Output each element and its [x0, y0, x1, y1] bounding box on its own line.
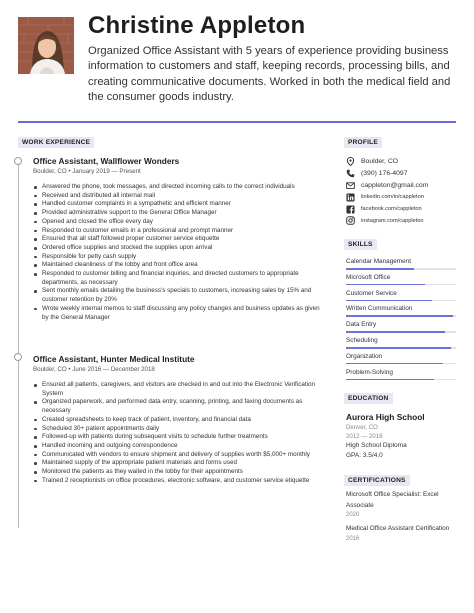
skill-level-track [346, 363, 456, 365]
school-location: Denver, CO [346, 424, 378, 431]
contact-text[interactable]: facebook.com/cappleton [361, 206, 422, 213]
job-bullet: Answered the phone, took messages, and directed incoming calls to the correct individuals [33, 183, 323, 192]
job-bullet: Monitored the patients as they waited in the lobby for their appointments [33, 468, 323, 477]
job-title: Office Assistant, Wallflower Wonders [33, 156, 180, 166]
job-bullet: Sent monthly emails detailing the business's specials to customers, increasing sales by 15% and customer retention by 20% [33, 287, 323, 304]
skill-item [346, 289, 456, 305]
skill-name: Microsoft Office [346, 273, 391, 281]
phone-icon [346, 169, 355, 178]
skill-name: Organization [346, 352, 383, 360]
skill-level-bar [346, 379, 434, 381]
skill-item [346, 352, 456, 368]
certification-name: Medical Office Assistant Certification [346, 525, 450, 532]
skill-level-track [346, 379, 456, 381]
gpa: GPA: 3.5/4.0 [346, 452, 383, 459]
job-bullet: Scheduled 30+ patient appointments daily [33, 425, 323, 434]
header-divider [18, 121, 456, 123]
timeline-dot [14, 353, 22, 361]
education-heading: EDUCATION [344, 393, 393, 404]
certification-year: 2016 [346, 535, 360, 542]
skill-level-track [346, 347, 456, 349]
instagram-icon [346, 216, 355, 225]
job-bullet: Opened and closed the office every day [33, 218, 323, 227]
skill-level-track [346, 300, 456, 302]
skill-level-track [346, 284, 456, 286]
contact-facebook [346, 203, 466, 215]
job-bullet: Handled incoming and outgoing correspondence [33, 442, 323, 451]
skill-item [346, 273, 456, 289]
skill-name: Problem-Solving [346, 368, 393, 376]
job-bullet: Wrote weekly internal memos to staff discussing any policy changes and business updates as given by the General Manager [33, 305, 323, 322]
job-bullet: Maintained supply of the appropriate patient materials and forms used [33, 459, 323, 468]
school-name: Aurora High School [346, 412, 425, 422]
job-title: Office Assistant, Hunter Medical Institute [33, 354, 195, 364]
job-entry-wallflower-wonders [33, 156, 323, 322]
contact-instagram [346, 215, 466, 227]
skill-name: Written Communication [346, 305, 413, 313]
skills-heading: SKILLS [344, 239, 377, 250]
job-bullet: Organized paperwork, and performed data entry, scanning, printing, and faxing documents as necessary [33, 398, 323, 415]
contact-list [346, 156, 466, 227]
timeline-line [18, 160, 19, 528]
job-bullet: Provided administrative support to the General Office Manager [33, 209, 323, 218]
skill-level-bar [346, 315, 453, 317]
contact-email [346, 180, 466, 192]
contact-text[interactable]: cappleton@gmail.com [361, 181, 429, 189]
skill-name: Scheduling [346, 336, 378, 344]
skill-level-bar [346, 331, 445, 333]
skill-name: Data Entry [346, 321, 377, 329]
contact-location [346, 156, 466, 168]
certification-year: 2020 [346, 512, 360, 518]
job-bullet: Ensured all patients, caregivers, and visitors are checked in and out into the Electronic Verification System [33, 381, 323, 398]
contact-text: Boulder, CO [361, 158, 399, 166]
skill-level-track [346, 331, 456, 333]
job-bullet: Ordered office supplies and stocked the supplies upon arrival [33, 244, 323, 253]
job-meta: Boulder, CO • June 2016 — December 2018 [33, 366, 155, 373]
email-icon [346, 181, 355, 190]
timeline-dot [14, 157, 22, 165]
certifications-list [346, 490, 462, 548]
candidate-name: Christine Appleton [88, 12, 306, 39]
skill-item [346, 336, 456, 352]
certification-name: Microsoft Office Specialist: Excel Associate [346, 491, 439, 509]
skill-name: Calendar Management [346, 258, 412, 265]
contact-text[interactable]: linkedin.com/in/cappleton [361, 194, 424, 201]
certification-item [346, 490, 462, 520]
skills-list [346, 257, 456, 383]
contact-text[interactable]: (390) 176-4097 [361, 170, 408, 178]
skill-level-track [346, 268, 456, 270]
job-entry-hunter-medical-institute [33, 354, 323, 485]
job-bullet: Responded to customer emails in a professional and prompt manner [33, 227, 323, 236]
education-entry [346, 412, 464, 461]
skill-name: Customer Service [346, 289, 397, 297]
professional-summary: Organized Office Assistant with 5 years of experience providing business information to customers and staff, keeping records, processing bills, and creating communicative documents. Worked in both the medical field and the consumer goods industry. [88, 45, 451, 103]
job-bullet-list [33, 183, 323, 322]
contact-phone [346, 168, 466, 180]
location-pin-icon [346, 157, 355, 166]
job-bullet: Communicated with vendors to ensure shipment and delivery of supplies worth $5,000+ monthly [33, 451, 323, 460]
job-bullet: Received and distributed all internal mail [33, 192, 323, 201]
contact-text[interactable]: instagram.com/cappleton [361, 217, 424, 224]
skill-level-bar [346, 363, 443, 365]
profile-heading: PROFILE [344, 137, 382, 148]
skill-item [346, 257, 456, 273]
skill-level-bar [346, 284, 425, 286]
job-bullet: Trained 2 receptionists on office procedures, electronic software, and customer service etiquette [33, 477, 323, 486]
work-experience-heading: WORK EXPERIENCE [18, 137, 94, 148]
job-bullet: Ensured that all staff followed proper customer service etiquette [33, 235, 323, 244]
skill-level-bar [346, 268, 414, 270]
job-meta: Boulder, CO • January 2019 — Present [33, 168, 141, 175]
certifications-heading: CERTIFICATIONS [344, 475, 410, 486]
job-bullet: Responsible for petty cash supply [33, 253, 323, 262]
job-bullet: Maintained cleanliness of the lobby and front office area [33, 261, 323, 270]
contact-linkedin [346, 191, 466, 203]
job-bullet: Handled customer complaints in a sympathetic and efficient manner [33, 200, 323, 209]
school-years: 2012 — 2016 [346, 433, 383, 440]
skill-level-track [346, 315, 456, 317]
profile-photo [18, 17, 74, 74]
diploma: High School Diploma [346, 442, 407, 449]
skill-item [346, 320, 456, 336]
job-bullet: Created spreadsheets to keep track of patient, inventory, and financial data [33, 416, 323, 425]
linkedin-icon [346, 193, 355, 202]
skill-level-bar [346, 347, 451, 349]
job-bullet-list [33, 381, 323, 485]
facebook-icon [346, 205, 355, 214]
job-bullet: Responded to customer billing and financial inquiries, and directed customers to appropriate departments, as necessary [33, 270, 323, 287]
skill-level-bar [346, 300, 432, 302]
job-bullet: Followed-up with patients during subsequent visits to schedule further treatments [33, 433, 323, 442]
certification-item [346, 524, 462, 544]
skill-item [346, 304, 456, 320]
skill-item [346, 368, 456, 384]
